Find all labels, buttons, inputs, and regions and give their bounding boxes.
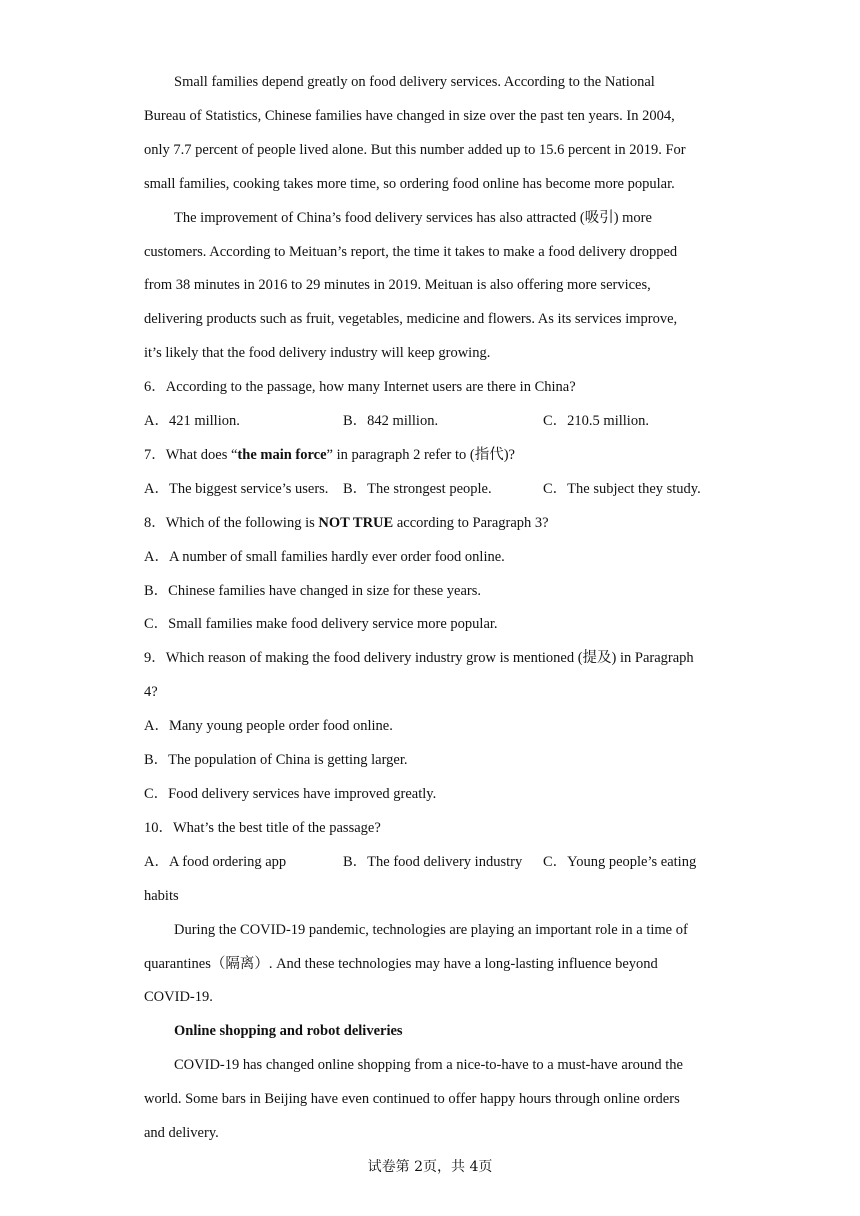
question-9-stem-line-2: 4? xyxy=(144,684,158,701)
option-a: A．A number of small families hardly ever order food online. xyxy=(144,548,505,565)
passage-2-intro-line-2: quarantines（隔离）. And these technologies may have a long-lasting influence beyond xyxy=(144,955,658,972)
option-a: A．421 million. xyxy=(144,413,240,430)
option-c: C．210.5 million. xyxy=(543,413,649,430)
bold-phrase: NOT TRUE xyxy=(318,514,394,531)
passage-2-body-line-1: COVID-19 has changed online shopping from a nice-to-have to a must-have around the xyxy=(174,1057,683,1074)
paragraph-3-line-1: Small families depend greatly on food delivery services. According to the National xyxy=(174,74,655,90)
option-c: C．The subject they study. xyxy=(543,480,701,497)
exam-page xyxy=(144,66,720,1151)
bold-phrase: the main force xyxy=(237,446,327,463)
question-6-options xyxy=(144,405,720,439)
option-a: A．The biggest service’s users. xyxy=(144,480,329,497)
section-heading: Online shopping and robot deliveries xyxy=(174,1023,403,1040)
paragraph-4-line-3: from 38 minutes in 2016 to 29 minutes in 2019. Meituan is also offering more services, xyxy=(144,277,651,294)
option-a: A．Many young people order food online. xyxy=(144,718,393,735)
option-a: A．A food ordering app xyxy=(144,853,287,870)
paragraph-3-line-4: small families, cooking takes more time, so ordering food online has become more popular. xyxy=(144,175,675,192)
paragraph-3-line-3: only 7.7 percent of people lived alone. But this number added up to 15.6 percent in 2019. For xyxy=(144,141,686,158)
passage-2-intro-line-1: During the COVID-19 pandemic, technologies are playing an important role in a time of xyxy=(174,921,688,938)
option-c: C．Young people’s eating xyxy=(543,853,697,870)
paragraph-4-line-4: delivering products such as fruit, vegetables, medicine and flowers. As its services improve, xyxy=(144,311,678,328)
paragraph-3-line-2: Bureau of Statistics, Chinese families have changed in size over the past ten years. In 2004, xyxy=(144,107,675,124)
paragraph-4-line-1: The improvement of China’s food delivery services has also attracted (吸引) more xyxy=(174,209,652,226)
paragraph-4-line-5: it’s likely that the food delivery industry will keep growing. xyxy=(144,345,491,362)
paragraph-4-line-2: customers. According to Meituan’s report, the time it takes to make a food delivery dropped xyxy=(144,243,678,260)
option-b: B．The strongest people. xyxy=(343,480,492,497)
option-c-continued: habits xyxy=(144,887,179,904)
passage-2-intro-line-3: COVID-19. xyxy=(144,989,213,1006)
question-6-stem: 6．According to the passage, how many Internet users are there in China? xyxy=(144,379,576,396)
question-8-stem: 8．Which of the following is NOT TRUE according to Paragraph 3? xyxy=(144,514,549,531)
passage-2-body-line-2: world. Some bars in Beijing have even continued to offer happy hours through online orders xyxy=(144,1091,680,1108)
question-9-stem-line-1: 9．Which reason of making the food delivery industry grow is mentioned (提及) in Paragraph xyxy=(144,650,694,667)
question-10-options xyxy=(144,846,720,880)
question-7-stem: 7．What does “the main force” in paragraph 2 refer to (指代)? xyxy=(144,446,515,463)
passage-2-body-line-3: and delivery. xyxy=(144,1125,219,1142)
option-c: C．Small families make food delivery service more popular. xyxy=(144,616,498,633)
page-footer: 试卷第 2页，共 4页 xyxy=(367,1159,493,1175)
question-10-stem: 10．What’s the best title of the passage? xyxy=(144,819,381,836)
option-b: B．The population of China is getting larger. xyxy=(144,752,408,769)
option-c: C．Food delivery services have improved greatly. xyxy=(144,786,437,802)
option-b: B．The food delivery industry xyxy=(343,853,523,870)
option-b: B．842 million. xyxy=(343,413,439,430)
question-7-options xyxy=(144,473,720,507)
option-b: B．Chinese families have changed in size for these years. xyxy=(144,582,482,599)
